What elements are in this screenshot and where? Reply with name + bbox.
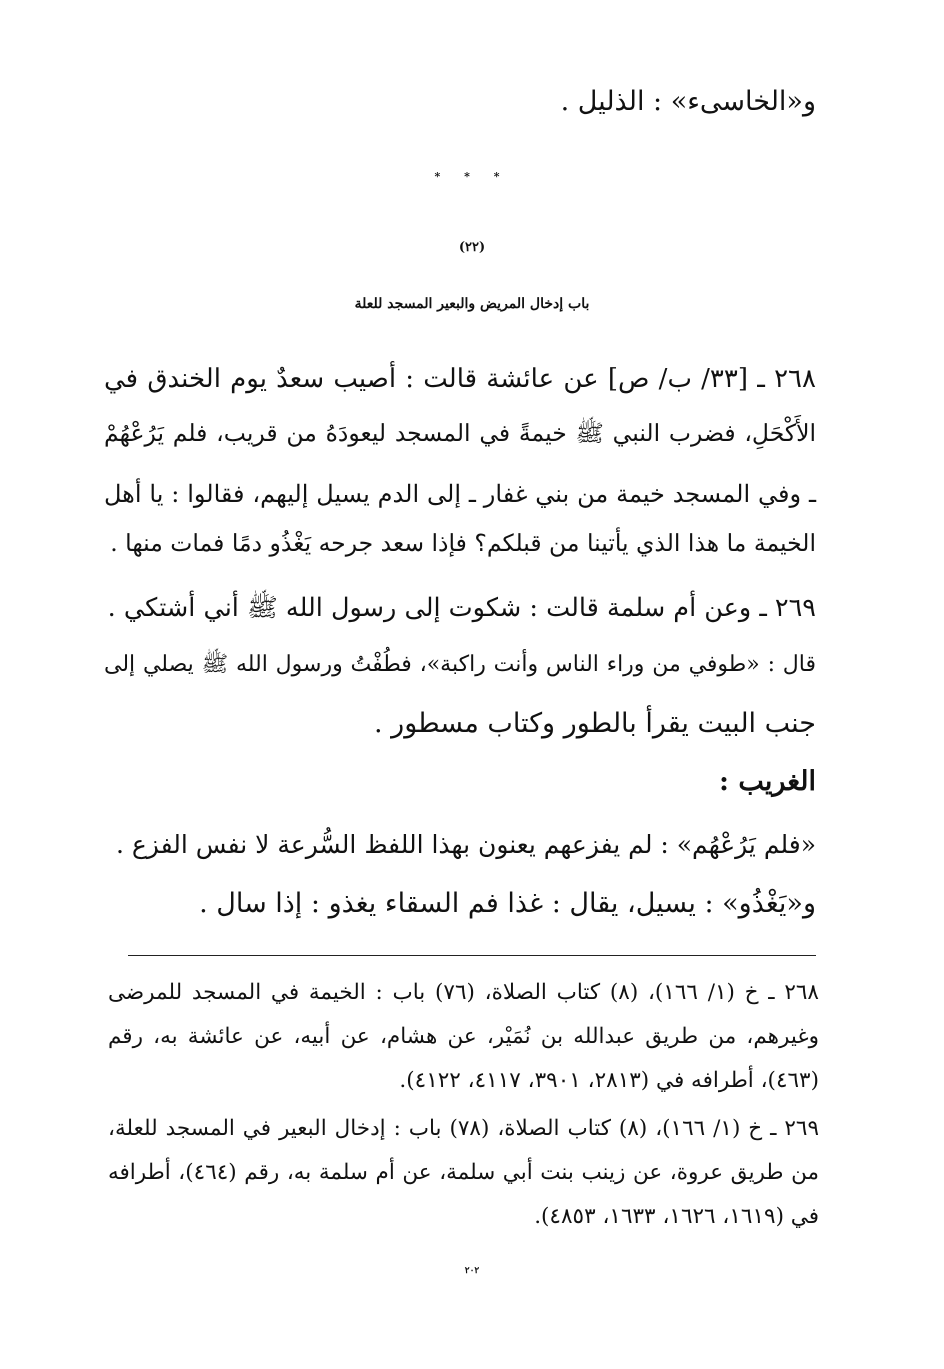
footnote-268-line: وغيرهم، من طريق عبدالله بن نُمَيْر، عن هشام، عن أبيه، عن عائشة به، رقم <box>108 1024 819 1049</box>
hadith-269-line: قال : «طوفي من وراء الناس وأنت راكبة»، فطُفْتُ ورسول الله ﷺ يصلي إلى <box>104 652 816 677</box>
footnote-268-line: ٢٦٨ ـ خ (١/ ١٦٦)، (٨) كتاب الصلاة، (٧٦) باب : الخيمة في المسجد للمرضى <box>108 980 819 1005</box>
page-number: ٢٠٢ <box>464 1266 480 1276</box>
hadith-268-line: ـ وفي المسجد خيمة من بني غفار ـ إلى الدم يسيل إليهم، فقالوا : يا أهل <box>104 480 816 508</box>
section-separator: * * * <box>434 170 510 183</box>
hadith-268-line: الخيمة ما هذا الذي يأتينا من قبلكم؟ فإذا سعد جرحه يَغْذُو دمًا فمات منها . <box>110 529 816 557</box>
chapter-title: باب إدخال المريض والبعير المسجد للعلة <box>354 296 590 312</box>
footnote-divider <box>128 955 816 956</box>
footnote-269-line: من طريق عروة، عن زينب بنت أبي سلمة، عن أم سلمة به، رقم (٤٦٤)، أطرافه <box>108 1160 819 1185</box>
hadith-268-line: الأَكْحَلِ، فضرب النبي ﷺ خيمةً في المسجد ليعودَهُ من قريب، فلم يَرُعْهُمْ <box>104 419 816 447</box>
footnote-269-line: ٢٦٩ ـ خ (١/ ١٦٦)، (٨) كتاب الصلاة، (٧٨) باب : إدخال البعير في المسجد للعلة، <box>108 1116 819 1141</box>
hadith-268-line: ٢٦٨ ـ [٣٣/ ب/ ص] عن عائشة قالت : أصيب سعدٌ يوم الخندق في <box>104 364 816 394</box>
previous-gloss-line: و«الخاسىء» : الذليل . <box>560 86 816 117</box>
footnote-268-line: (٤٦٣)، أطرافه في (٢٨١٣، ٣٩٠١، ٤١١٧، ٤١٢٢). <box>399 1068 819 1093</box>
gharib-heading: الغريب : <box>718 766 816 797</box>
chapter-number: (٢٢) <box>458 240 486 255</box>
gharib-line: و«يَغْذُو» : يسيل، يقال : غذا فم السقاء يغذو : إذا سال . <box>199 888 816 919</box>
hadith-269-line: جنب البيت يقرأ بالطور وكتاب مسطور . <box>373 708 816 739</box>
hadith-269-line: ٢٦٩ ـ وعن أم سلمة قالت : شكوت إلى رسول الله ﷺ أني أشتكي . <box>107 593 816 623</box>
footnote-269-line: في (١٦١٩، ١٦٢٦، ١٦٣٣، ٤٨٥٣). <box>534 1204 819 1229</box>
gharib-line: «فلم يَرُعْهُم» : لم يفزعهم يعنون بهذا اللفظ السُّرعة لا نفس الفزع . <box>116 830 816 859</box>
